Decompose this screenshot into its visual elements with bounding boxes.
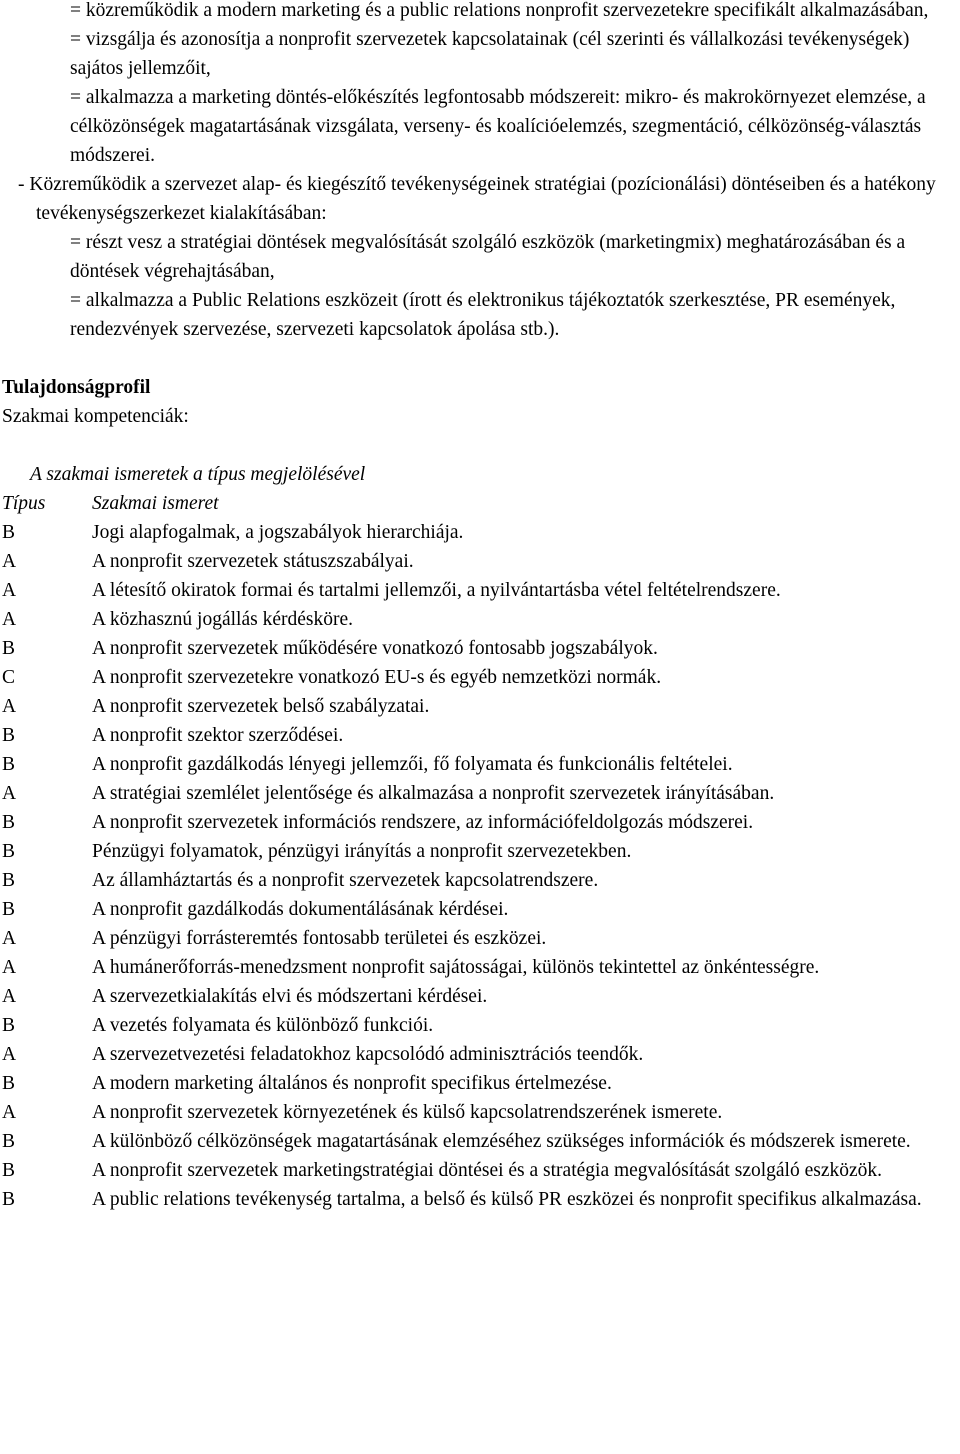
row-type: C <box>2 667 16 688</box>
row-type: A <box>2 580 17 601</box>
row-type: A <box>2 986 17 1007</box>
list-item: = vizsgálja és azonosítja a nonprofit szervezetek kapcsolatainak (cél szerinti és vállalkozási tevékenységek) sajátos jellemzőit, <box>70 29 910 79</box>
list-item: = alkalmazza a Public Relations eszközeit (írott és elektronikus tájékoztatók szerkesztése, PR események, rendezvények szervezése, szervezeti kapcsolatok ápolása stb.). <box>70 290 896 340</box>
row-type: B <box>2 754 16 775</box>
row-knowledge: A nonprofit gazdálkodás dokumentálásának kérdései. <box>92 899 509 920</box>
intro-list <box>0 0 958 344</box>
row-type: A <box>2 928 17 949</box>
row-knowledge: A modern marketing általános és nonprofit specifikus értelmezése. <box>92 1073 612 1094</box>
knowledge-table <box>0 489 958 1214</box>
table-row <box>0 1011 958 1040</box>
row-knowledge: A szervezetvezetési feladatokhoz kapcsolódó adminisztrációs teendők. <box>92 1044 644 1065</box>
list-item: = alkalmazza a marketing döntés-előkészítés legfontosabb módszereit: mikro- és makrokörnyezet elemzése, a célközönségek magatartásának vizsgálata, verseny- és koalícióelemzés, szegmentáció, célközönség-választás módszerei. <box>70 87 926 166</box>
row-knowledge: A közhasznú jogállás kérdésköre. <box>92 609 354 630</box>
table-row <box>0 634 958 663</box>
row-knowledge: Jogi alapfogalmak, a jogszabályok hierarchiája. <box>92 522 464 543</box>
table-header-row <box>0 489 958 518</box>
table-row <box>0 605 958 634</box>
row-knowledge: A nonprofit szervezetek környezetének és külső kapcsolatrendszerének ismerete. <box>92 1102 723 1123</box>
row-type: B <box>2 1189 16 1210</box>
row-knowledge: Az államháztartás és a nonprofit szervezetek kapcsolatrendszere. <box>92 870 599 891</box>
table-row <box>0 982 958 1011</box>
row-type: B <box>2 812 16 833</box>
row-type: A <box>2 783 17 804</box>
row-type: B <box>2 1131 16 1152</box>
row-type: B <box>2 638 16 659</box>
table-row <box>0 837 958 866</box>
list-item: = közreműködik a modern marketing és a public relations nonprofit szervezetekre specifikált alkalmazásában, <box>70 0 929 21</box>
row-knowledge: A szervezetkialakítás elvi és módszertani kérdései. <box>92 986 488 1007</box>
row-knowledge: A nonprofit szervezetek működésére vonatkozó fontosabb jogszabályok. <box>92 638 658 659</box>
row-knowledge: Pénzügyi folyamatok, pénzügyi irányítás a nonprofit szervezetekben. <box>92 841 632 862</box>
header-type: Típus <box>2 493 46 514</box>
table-row <box>0 750 958 779</box>
header-knowledge: Szakmai ismeret <box>92 493 219 514</box>
table-row <box>0 547 958 576</box>
section-title: Tulajdonságprofil <box>2 377 151 398</box>
dash-list-item: - Közreműködik a szervezet alap- és kiegészítő tevékenységeinek stratégiai (pozícionálási) döntéseiben és a hatékony tevékenységszerkezet kialakításában: <box>18 174 936 224</box>
row-knowledge: A nonprofit szervezetek marketingstratégiai döntései és a stratégia megvalósítását szolgáló eszközök. <box>92 1160 883 1181</box>
row-type: B <box>2 725 16 746</box>
row-knowledge: A különböző célközönségek magatartásának elemzéséhez szükséges információk és módszerek ismerete. <box>92 1131 911 1152</box>
row-knowledge: A létesítő okiratok formai és tartalmi jellemzői, a nyilvántartásba vétel feltételrendszere. <box>92 580 781 601</box>
row-type: B <box>2 1015 16 1036</box>
table-row <box>0 953 958 982</box>
table-row <box>0 1098 958 1127</box>
row-type: A <box>2 696 17 717</box>
row-type: A <box>2 957 17 978</box>
row-knowledge: A nonprofit szervezetek információs rendszere, az információfeldolgozás módszerei. <box>92 812 754 833</box>
row-knowledge: A nonprofit szektor szerződései. <box>92 725 344 746</box>
row-knowledge: A humánerőforrás-menedzsment nonprofit sajátosságai, különös tekintettel az önkéntességre. <box>92 957 820 978</box>
row-knowledge: A pénzügyi forrásteremtés fontosabb területei és eszközei. <box>92 928 547 949</box>
row-knowledge: A nonprofit szervezetek státuszszabályai. <box>92 551 414 572</box>
table-row <box>0 518 958 547</box>
row-knowledge: A nonprofit szervezetekre vonatkozó EU-s és egyéb nemzetközi normák. <box>92 667 662 688</box>
list-item: = részt vesz a stratégiai döntések megvalósítását szolgáló eszközök (marketingmix) meghatározásában és a döntések végrehajtásában, <box>70 232 906 282</box>
row-type: B <box>2 1073 16 1094</box>
row-type: A <box>2 1044 17 1065</box>
table-row <box>0 721 958 750</box>
row-type: B <box>2 870 16 891</box>
section-subtitle: Szakmai kompetenciák: <box>2 406 189 427</box>
table-row <box>0 866 958 895</box>
table-row <box>0 1069 958 1098</box>
row-type: A <box>2 609 17 630</box>
table-row <box>0 779 958 808</box>
row-type: B <box>2 841 16 862</box>
table-row <box>0 1127 958 1156</box>
row-knowledge: A nonprofit szervezetek belső szabályzatai. <box>92 696 430 717</box>
row-type: A <box>2 551 17 572</box>
table-row <box>0 663 958 692</box>
table-row <box>0 576 958 605</box>
row-knowledge: A vezetés folyamata és különböző funkciói. <box>92 1015 434 1036</box>
row-knowledge: A public relations tevékenység tartalma, a belső és külső PR eszközei és nonprofit specifikus alkalmazása. <box>92 1189 922 1210</box>
table-row <box>0 924 958 953</box>
table-row <box>0 808 958 837</box>
table-row <box>0 1156 958 1185</box>
table-row <box>0 1040 958 1069</box>
table-row <box>0 692 958 721</box>
table-row <box>0 895 958 924</box>
table-row <box>0 1185 958 1214</box>
row-knowledge: A stratégiai szemlélet jelentősége és alkalmazása a nonprofit szervezetek irányításában. <box>92 783 775 804</box>
row-type: B <box>2 1160 16 1181</box>
row-type: B <box>2 899 16 920</box>
table-caption: A szakmai ismeretek a típus megjelölésével <box>30 464 366 485</box>
row-type: A <box>2 1102 17 1123</box>
row-knowledge: A nonprofit gazdálkodás lényegi jellemzői, fő folyamata és funkcionális feltételei. <box>92 754 733 775</box>
row-type: B <box>2 522 16 543</box>
